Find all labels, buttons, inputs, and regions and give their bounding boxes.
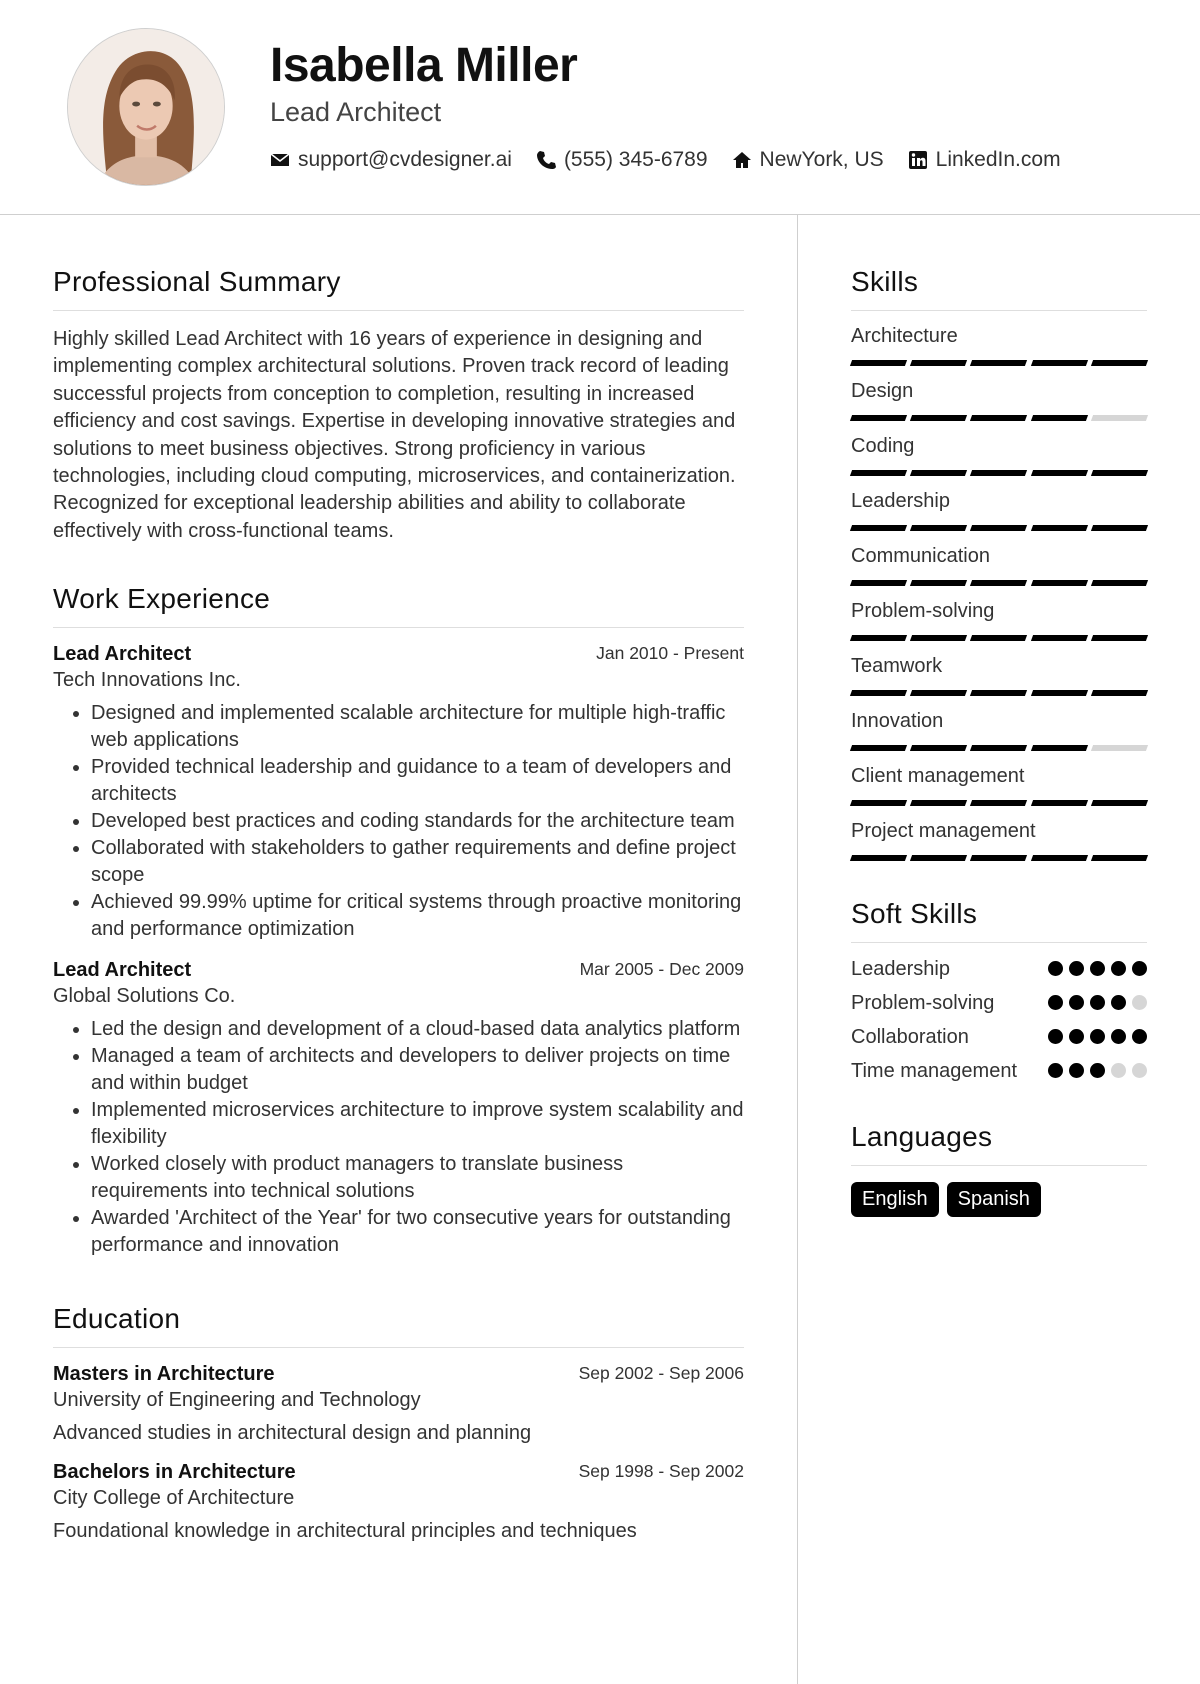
skill-level-segment <box>1091 525 1148 531</box>
rating-dot <box>1111 995 1126 1010</box>
skill-label: Architecture <box>851 325 958 347</box>
skill-level-segment <box>1031 635 1088 641</box>
rating-dot <box>1132 1029 1147 1044</box>
contact-phone-text: (555) 345-6789 <box>563 148 708 171</box>
job-bullets <box>53 700 744 943</box>
soft-skills-heading: Soft Skills <box>851 898 1147 943</box>
job-bullet: • Collaborated with stakeholders to gather requirements and define project scope <box>91 835 744 889</box>
education-entry <box>53 1461 744 1543</box>
profile-photo <box>67 28 225 186</box>
skill-label: Communication <box>851 545 990 567</box>
contact-location[interactable] <box>732 148 884 172</box>
skill-level-segment <box>970 415 1027 421</box>
skill-level-segment <box>1091 360 1148 366</box>
summary-text: Highly skilled Lead Architect with 16 years of experience in designing and implementing complex architectural solutions. Proven track record of leading successful projects from conception to completion, resulting in increased efficiency and cost savings. Expertise in developing innovative strategies and solutions to meet business objectives. Strong proficiency in various technologies, including cloud computing, microservices, and containerization. Recognized for exceptional leadership abilities and ability to collaborate effectively with cross-functional teams. <box>53 328 736 542</box>
portrait-image <box>68 29 224 185</box>
rating-dot <box>1090 995 1105 1010</box>
skill-level-bar <box>851 690 1147 697</box>
skill-level-segment <box>910 580 967 586</box>
skill-item <box>851 435 1147 477</box>
skill-level-segment <box>1091 580 1148 586</box>
skill-level-segment <box>850 525 907 531</box>
soft-skill-rating <box>1048 995 1147 1010</box>
skill-item <box>851 600 1147 642</box>
experience-section <box>53 583 744 1259</box>
phone-icon <box>536 150 556 170</box>
soft-skill-rating <box>1048 1063 1147 1078</box>
job-title: Lead Architect <box>53 959 192 982</box>
job-entry <box>53 959 744 1259</box>
candidate-role: Lead Architect <box>270 97 442 127</box>
languages-heading: Languages <box>851 1121 1147 1166</box>
skill-level-segment <box>1091 855 1148 861</box>
rating-dot <box>1069 995 1084 1010</box>
language-tag: Spanish <box>947 1182 1041 1217</box>
skill-level-segment <box>910 745 967 751</box>
job-bullet: • Worked closely with product managers to translate business requirements into technical solutions <box>91 1151 744 1205</box>
job-bullet: • Awarded 'Architect of the Year' for two consecutive years for outstanding performance and innovation <box>91 1205 744 1259</box>
summary-section <box>53 266 744 545</box>
skill-level-segment <box>910 470 967 476</box>
skill-level-segment <box>1091 800 1148 806</box>
skill-level-bar <box>851 525 1147 532</box>
job-date: Jan 2010 - Present <box>596 643 744 664</box>
skill-level-segment <box>850 415 907 421</box>
rating-dot <box>1090 1029 1105 1044</box>
skill-level-bar <box>851 855 1147 862</box>
job-company: Global Solutions Co. <box>53 985 236 1008</box>
skill-level-segment <box>850 635 907 641</box>
job-bullet: • Achieved 99.99% uptime for critical systems through proactive monitoring and performance optimization <box>91 889 744 943</box>
job-bullets <box>53 1016 744 1259</box>
experience-heading: Work Experience <box>53 583 744 628</box>
candidate-name: Isabella Miller <box>270 39 578 92</box>
education-heading: Education <box>53 1303 744 1348</box>
education-date: Sep 1998 - Sep 2002 <box>578 1461 744 1482</box>
rating-dot <box>1132 961 1147 976</box>
language-tags <box>851 1182 1147 1217</box>
skills-list <box>851 325 1147 862</box>
rating-dot <box>1111 961 1126 976</box>
skill-level-segment <box>970 525 1027 531</box>
skill-level-segment <box>910 690 967 696</box>
skill-level-segment <box>1031 580 1088 586</box>
skill-label: Client management <box>851 765 1025 787</box>
skill-level-bar <box>851 580 1147 587</box>
education-description: Foundational knowledge in architectural principles and techniques <box>53 1520 637 1543</box>
skill-label: Design <box>851 380 914 402</box>
skill-level-segment <box>970 470 1027 476</box>
skill-level-segment <box>1031 745 1088 751</box>
skill-level-segment <box>1031 415 1088 421</box>
resume-header <box>0 0 1200 215</box>
skill-label: Coding <box>851 435 915 457</box>
skill-level-segment <box>1091 415 1148 421</box>
skill-label: Problem-solving <box>851 600 995 622</box>
soft-skill-item <box>851 1057 1147 1085</box>
rating-dot <box>1111 1063 1126 1078</box>
skill-level-segment <box>910 635 967 641</box>
soft-skill-label: Problem-solving <box>851 992 995 1014</box>
job-bullet: • Provided technical leadership and guidance to a team of developers and architects <box>91 754 744 808</box>
main-column <box>53 266 744 1543</box>
skill-level-segment <box>910 360 967 366</box>
skill-level-segment <box>850 745 907 751</box>
job-bullet: • Managed a team of architects and developers to deliver projects on time and within budget <box>91 1043 744 1097</box>
job-company: Tech Innovations Inc. <box>53 669 241 692</box>
skill-label: Project management <box>851 820 1036 842</box>
contact-location-text: NewYork, US <box>759 148 884 171</box>
soft-skill-rating <box>1048 961 1147 976</box>
rating-dot <box>1048 961 1063 976</box>
skill-level-segment <box>970 690 1027 696</box>
education-date: Sep 2002 - Sep 2006 <box>578 1363 744 1384</box>
skill-level-segment <box>1031 470 1088 476</box>
envelope-icon <box>270 150 290 170</box>
skill-level-segment <box>910 855 967 861</box>
skill-level-segment <box>970 800 1027 806</box>
skill-level-bar <box>851 800 1147 807</box>
rating-dot <box>1069 1029 1084 1044</box>
soft-skill-rating <box>1048 1029 1147 1044</box>
skill-item <box>851 490 1147 532</box>
skills-heading: Skills <box>851 266 1147 311</box>
skill-level-segment <box>910 800 967 806</box>
degree-title: Masters in Architecture <box>53 1363 275 1386</box>
soft-skill-item <box>851 989 1147 1017</box>
sidebar-column <box>851 266 1147 1217</box>
skill-label: Innovation <box>851 710 944 732</box>
skill-item <box>851 545 1147 587</box>
contact-email[interactable] <box>270 148 512 172</box>
skill-level-bar <box>851 745 1147 752</box>
skill-level-segment <box>970 745 1027 751</box>
skill-level-segment <box>1091 635 1148 641</box>
job-bullet: • Designed and implemented scalable architecture for multiple high-traffic web applications <box>91 700 744 754</box>
skill-level-segment <box>970 855 1027 861</box>
skill-level-segment <box>1091 690 1148 696</box>
contact-phone[interactable] <box>536 148 708 172</box>
soft-skill-item <box>851 955 1147 983</box>
rating-dot <box>1132 995 1147 1010</box>
contact-email-text: support@cvdesigner.ai <box>298 148 512 171</box>
skill-label: Leadership <box>851 490 950 512</box>
education-description: Advanced studies in architectural design and planning <box>53 1422 532 1445</box>
rating-dot <box>1069 1063 1084 1078</box>
job-bullet: • Led the design and development of a cloud-based data analytics platform <box>91 1016 744 1043</box>
rating-dot <box>1069 961 1084 976</box>
soft-skills-list <box>851 955 1147 1085</box>
job-title: Lead Architect <box>53 643 192 666</box>
skill-level-bar <box>851 470 1147 477</box>
skill-level-segment <box>850 580 907 586</box>
rating-dot <box>1048 995 1063 1010</box>
soft-skill-item <box>851 1023 1147 1051</box>
linkedin-icon <box>908 150 928 170</box>
skill-item <box>851 325 1147 367</box>
school-name: University of Engineering and Technology <box>53 1389 421 1412</box>
column-divider <box>797 215 798 1684</box>
skill-label: Teamwork <box>851 655 943 677</box>
skill-level-segment <box>850 470 907 476</box>
skill-item <box>851 765 1147 807</box>
rating-dot <box>1090 961 1105 976</box>
skill-item <box>851 710 1147 752</box>
skill-level-segment <box>910 415 967 421</box>
skill-level-segment <box>910 525 967 531</box>
skill-item <box>851 380 1147 422</box>
home-icon <box>732 150 752 170</box>
skill-level-segment <box>850 360 907 366</box>
skills-section <box>851 266 1147 862</box>
soft-skills-section <box>851 898 1147 1085</box>
contact-list <box>270 148 1085 172</box>
skill-level-segment <box>1031 855 1088 861</box>
rating-dot <box>1090 1063 1105 1078</box>
languages-section <box>851 1121 1147 1217</box>
education-section <box>53 1303 744 1543</box>
job-bullet: • Implemented microservices architecture to improve system scalability and flexibility <box>91 1097 744 1151</box>
contact-linkedin[interactable] <box>908 148 1061 172</box>
skill-level-segment <box>1091 470 1148 476</box>
job-bullet: • Developed best practices and coding standards for the architecture team <box>91 808 744 835</box>
skill-level-segment <box>970 360 1027 366</box>
soft-skill-label: Time management <box>851 1060 1017 1082</box>
language-tag: English <box>851 1182 939 1217</box>
skill-level-bar <box>851 635 1147 642</box>
soft-skill-label: Collaboration <box>851 1026 969 1048</box>
skill-level-bar <box>851 415 1147 422</box>
skill-level-segment <box>850 690 907 696</box>
skill-level-bar <box>851 360 1147 367</box>
skill-level-segment <box>850 800 907 806</box>
rating-dot <box>1048 1029 1063 1044</box>
skill-item <box>851 820 1147 862</box>
summary-heading: Professional Summary <box>53 266 744 311</box>
skill-level-segment <box>970 580 1027 586</box>
skill-level-segment <box>1031 360 1088 366</box>
job-entry <box>53 643 744 943</box>
job-date: Mar 2005 - Dec 2009 <box>579 959 744 980</box>
skill-level-segment <box>1031 800 1088 806</box>
degree-title: Bachelors in Architecture <box>53 1461 296 1484</box>
skill-level-segment <box>850 855 907 861</box>
skill-item <box>851 655 1147 697</box>
rating-dot <box>1111 1029 1126 1044</box>
school-name: City College of Architecture <box>53 1487 295 1510</box>
rating-dot <box>1132 1063 1147 1078</box>
skill-level-segment <box>1091 745 1148 751</box>
rating-dot <box>1048 1063 1063 1078</box>
skill-level-segment <box>1031 525 1088 531</box>
skill-level-segment <box>970 635 1027 641</box>
contact-linkedin-text: LinkedIn.com <box>935 148 1061 171</box>
education-entry <box>53 1363 744 1445</box>
skill-level-segment <box>1031 690 1088 696</box>
soft-skill-label: Leadership <box>851 958 950 980</box>
